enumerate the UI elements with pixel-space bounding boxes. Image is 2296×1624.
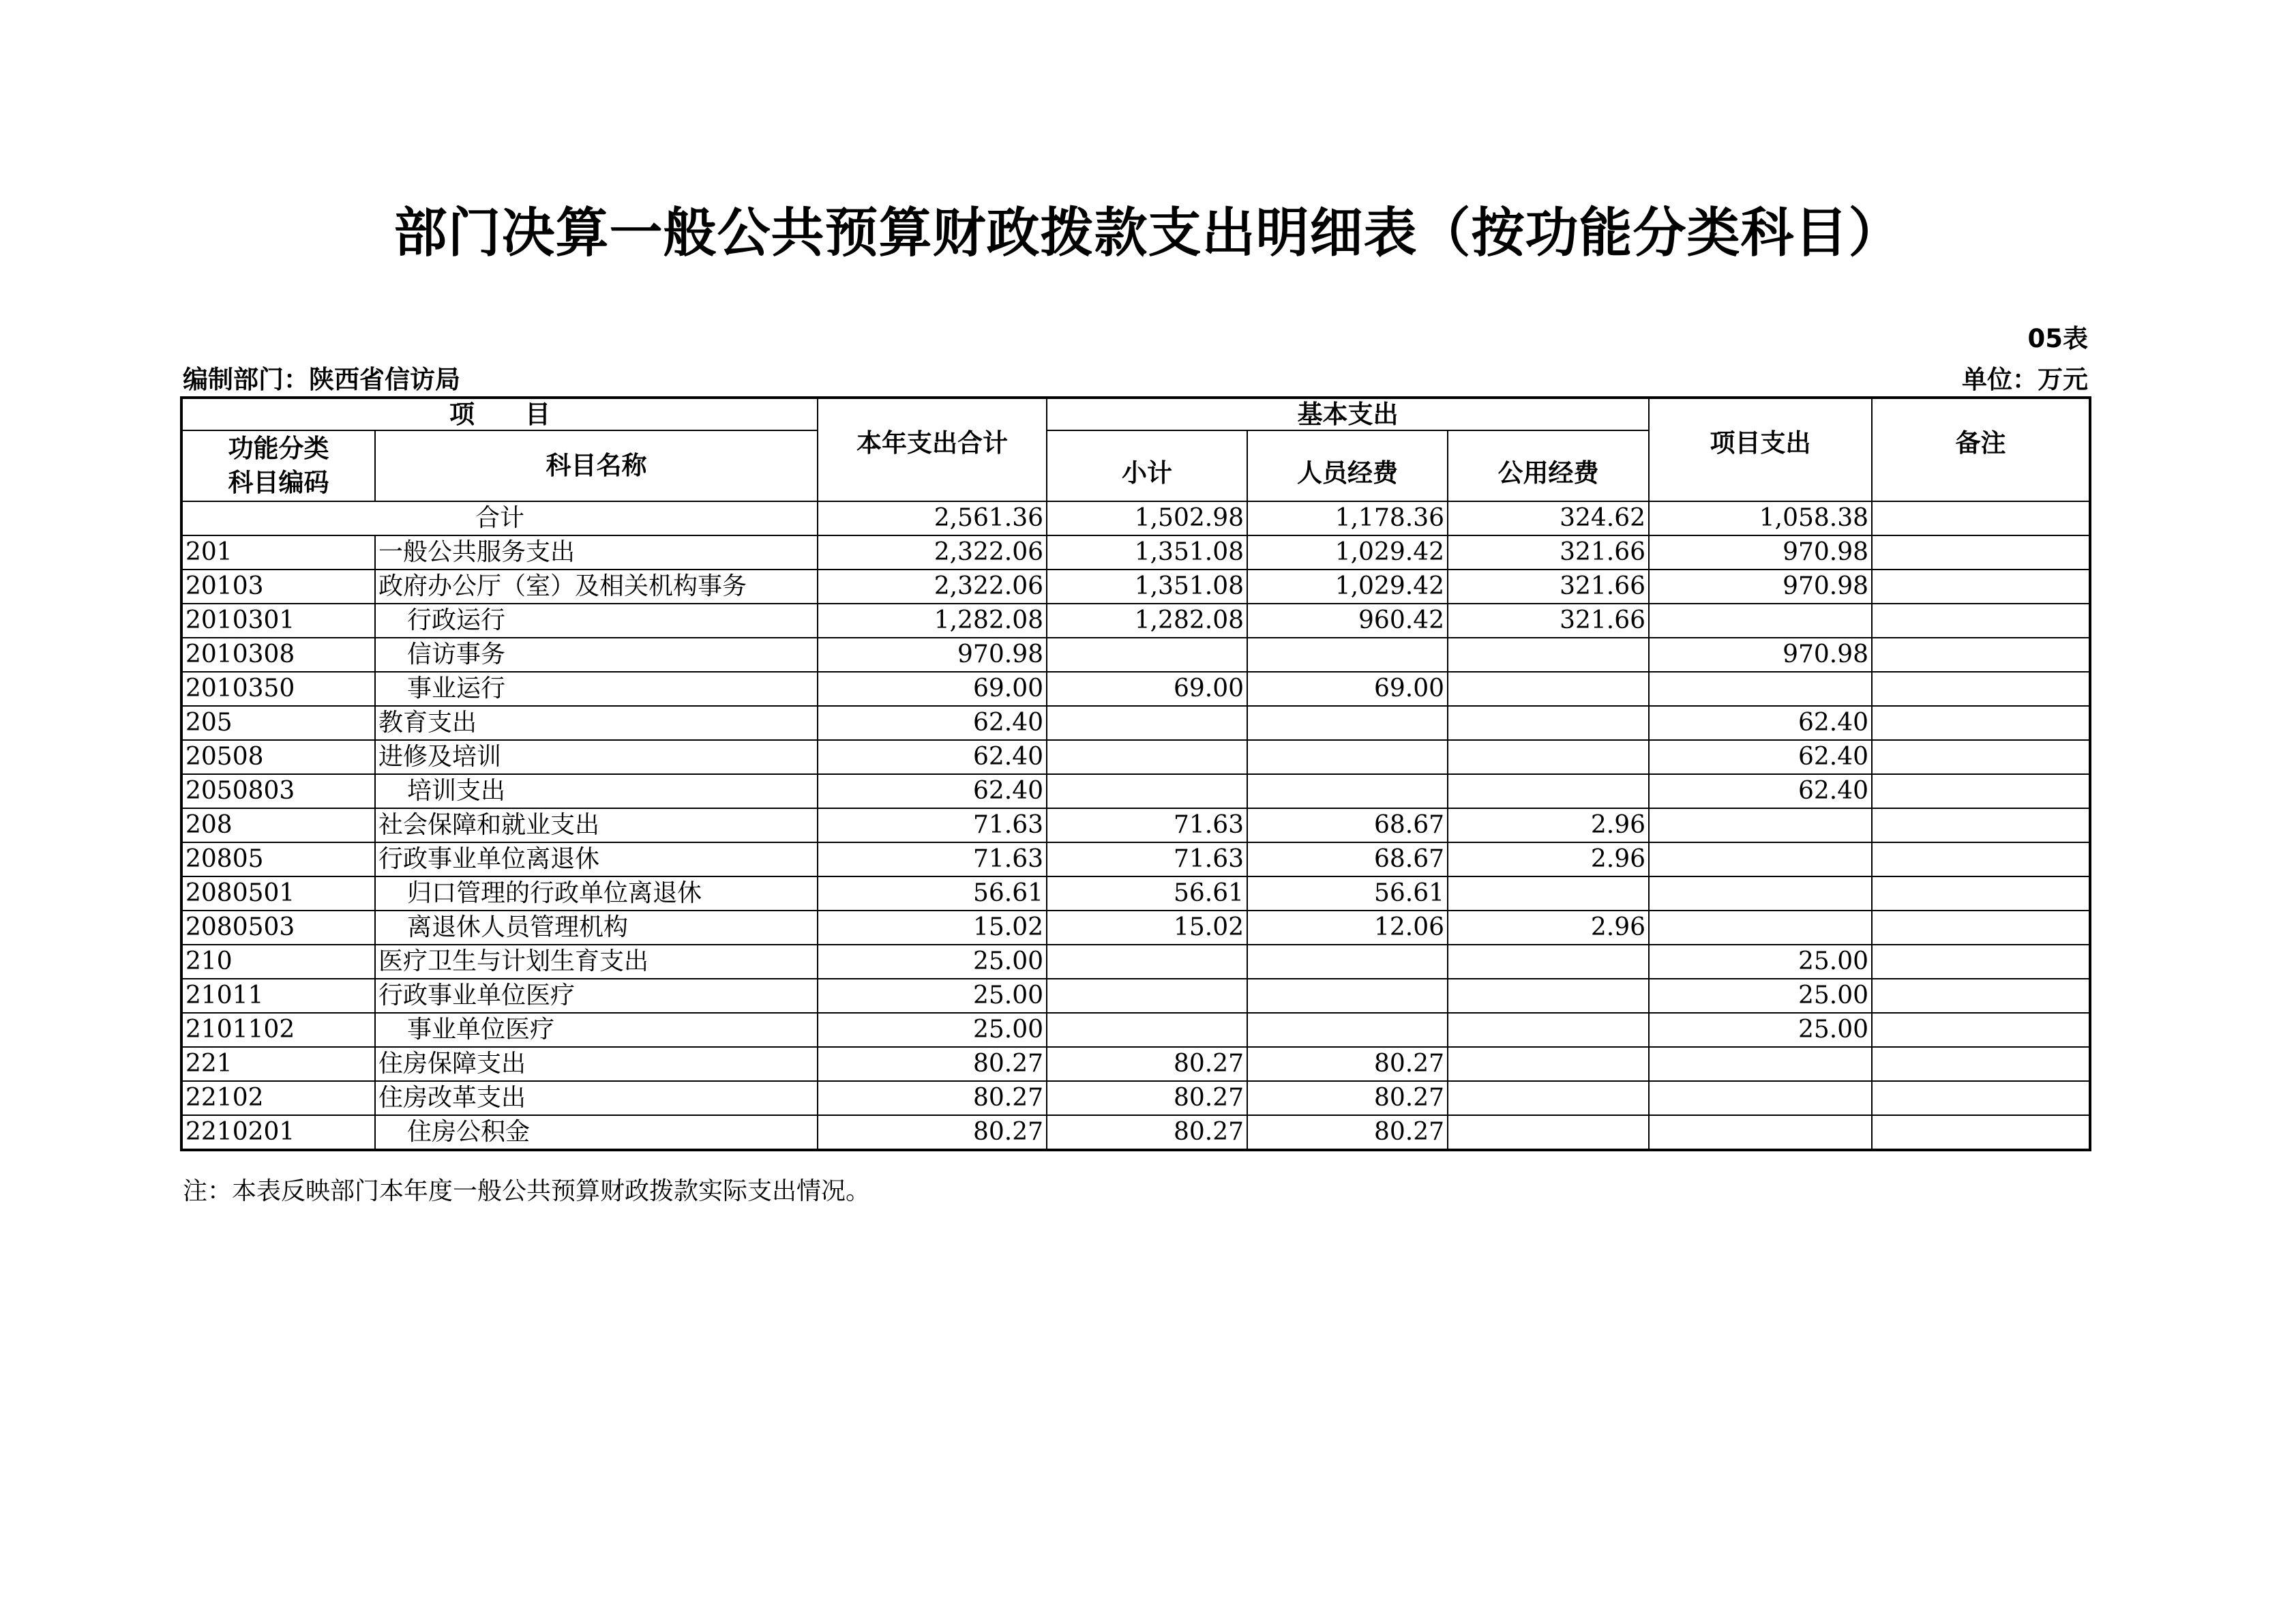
total-cell: 80.27 [818, 1081, 1047, 1115]
name-cell: 信访事务 [375, 638, 818, 672]
subtotal-cell [1047, 638, 1247, 672]
total-cell: 62.40 [818, 774, 1047, 808]
table-row [181, 638, 2090, 672]
code-cell: 2010301 [181, 604, 375, 638]
header-public: 公用经费 [1448, 430, 1649, 501]
code-cell: 20805 [181, 842, 375, 876]
name-cell: 行政事业单位离退休 [375, 842, 818, 876]
project-cell [1649, 808, 1872, 842]
code-cell: 208 [181, 808, 375, 842]
project-cell: 62.40 [1649, 774, 1872, 808]
project-cell [1649, 1047, 1872, 1081]
public-cell: 321.66 [1448, 604, 1649, 638]
personnel-cell: 68.67 [1247, 842, 1448, 876]
project-cell: 970.98 [1649, 638, 1872, 672]
project-cell: 62.40 [1649, 706, 1872, 740]
table-row [181, 740, 2090, 774]
name-cell: 一般公共服务支出 [375, 535, 818, 570]
public-cell: 321.66 [1448, 535, 1649, 570]
header-name: 科目名称 [375, 430, 818, 501]
public-cell [1448, 1081, 1649, 1115]
subtotal-cell [1047, 1013, 1247, 1047]
total-cell: 62.40 [818, 740, 1047, 774]
personnel-cell: 12.06 [1247, 911, 1448, 945]
table-row [181, 535, 2090, 570]
name-cell: 住房公积金 [375, 1115, 818, 1150]
total-cell: 62.40 [818, 706, 1047, 740]
public-cell: 2.96 [1448, 808, 1649, 842]
header-code: 功能分类 科目编码 [181, 430, 375, 501]
remark-cell [1872, 706, 2090, 740]
total-cell: 25.00 [818, 979, 1047, 1013]
department-label: 编制部门：陕西省信访局 [183, 365, 460, 394]
public-cell [1448, 638, 1649, 672]
public-cell: 2.96 [1448, 842, 1649, 876]
remark-cell [1872, 1081, 2090, 1115]
name-cell: 行政事业单位医疗 [375, 979, 818, 1013]
personnel-cell [1247, 706, 1448, 740]
public-cell: 321.66 [1448, 570, 1649, 604]
table-row [181, 706, 2090, 740]
page-title: 部门决算一般公共预算财政拨款支出明细表（按功能分类科目） [393, 203, 1903, 264]
table-row [181, 604, 2090, 638]
table-row [181, 1081, 2090, 1115]
remark-cell [1872, 1047, 2090, 1081]
header-project: 项目支出 [1649, 398, 1872, 501]
public-cell [1448, 1013, 1649, 1047]
subtotal-cell [1047, 774, 1247, 808]
subtotal-cell: 56.61 [1047, 876, 1247, 911]
project-cell [1649, 1081, 1872, 1115]
public-cell: 2.96 [1448, 911, 1649, 945]
project-cell [1649, 842, 1872, 876]
project-cell [1649, 604, 1872, 638]
personnel-cell: 68.67 [1247, 808, 1448, 842]
remark-cell [1872, 842, 2090, 876]
name-cell: 事业运行 [375, 672, 818, 706]
project-cell [1649, 876, 1872, 911]
total-cell: 56.61 [818, 876, 1047, 911]
total-cell: 80.27 [818, 1115, 1047, 1150]
name-cell: 培训支出 [375, 774, 818, 808]
project-cell [1649, 672, 1872, 706]
personnel-cell: 69.00 [1247, 672, 1448, 706]
code-cell: 201 [181, 535, 375, 570]
remark-cell [1872, 638, 2090, 672]
total-cell: 1,282.08 [818, 604, 1047, 638]
project-cell: 1,058.38 [1649, 501, 1872, 535]
subtotal-cell [1047, 706, 1247, 740]
table-row [181, 672, 2090, 706]
remark-cell [1872, 740, 2090, 774]
code-cell: 2010308 [181, 638, 375, 672]
table-row [181, 876, 2090, 911]
table-row [181, 945, 2090, 979]
total-cell: 69.00 [818, 672, 1047, 706]
subtotal-cell: 1,282.08 [1047, 604, 1247, 638]
code-cell: 2010350 [181, 672, 375, 706]
name-cell: 政府办公厅（室）及相关机构事务 [375, 570, 818, 604]
code-cell: 20508 [181, 740, 375, 774]
total-cell: 71.63 [818, 808, 1047, 842]
subtotal-cell: 80.27 [1047, 1081, 1247, 1115]
subtotal-cell [1047, 740, 1247, 774]
public-cell [1448, 979, 1649, 1013]
name-cell: 行政运行 [375, 604, 818, 638]
total-row [181, 501, 2090, 535]
public-cell [1448, 672, 1649, 706]
public-cell [1448, 1047, 1649, 1081]
name-cell: 事业单位医疗 [375, 1013, 818, 1047]
table-row [181, 1013, 2090, 1047]
subtotal-cell: 71.63 [1047, 842, 1247, 876]
remark-cell [1872, 945, 2090, 979]
header-personnel: 人员经费 [1247, 430, 1448, 501]
total-cell: 15.02 [818, 911, 1047, 945]
subtotal-cell: 1,502.98 [1047, 501, 1247, 535]
footnote: 注：本表反映部门本年度一般公共预算财政拨款实际支出情况。 [183, 1177, 871, 1205]
name-cell: 归口管理的行政单位离退休 [375, 876, 818, 911]
remark-cell [1872, 672, 2090, 706]
code-cell: 2080501 [181, 876, 375, 911]
code-cell: 205 [181, 706, 375, 740]
personnel-cell: 80.27 [1247, 1081, 1448, 1115]
code-cell: 21011 [181, 979, 375, 1013]
subtotal-cell: 69.00 [1047, 672, 1247, 706]
header-total: 本年支出合计 [818, 398, 1047, 501]
project-cell: 25.00 [1649, 1013, 1872, 1047]
name-cell: 住房改革支出 [375, 1081, 818, 1115]
total-cell: 970.98 [818, 638, 1047, 672]
code-cell: 2050803 [181, 774, 375, 808]
subtotal-cell: 1,351.08 [1047, 570, 1247, 604]
table-body [181, 501, 2090, 1150]
table-row [181, 808, 2090, 842]
remark-cell [1872, 535, 2090, 570]
table-row [181, 842, 2090, 876]
personnel-cell: 56.61 [1247, 876, 1448, 911]
code-cell: 210 [181, 945, 375, 979]
total-cell: 2,561.36 [818, 501, 1047, 535]
remark-cell [1872, 604, 2090, 638]
personnel-cell: 80.27 [1247, 1115, 1448, 1150]
total-cell: 80.27 [818, 1047, 1047, 1081]
header-item: 项 目 [181, 398, 818, 430]
code-cell: 22102 [181, 1081, 375, 1115]
name-cell: 医疗卫生与计划生育支出 [375, 945, 818, 979]
table-row [181, 774, 2090, 808]
personnel-cell [1247, 774, 1448, 808]
subtotal-cell: 15.02 [1047, 911, 1247, 945]
table-number: 05表 [2027, 324, 2088, 353]
table-row [181, 570, 2090, 604]
personnel-cell: 1,178.36 [1247, 501, 1448, 535]
remark-cell [1872, 1115, 2090, 1150]
project-cell: 970.98 [1649, 570, 1872, 604]
project-cell [1649, 911, 1872, 945]
subtotal-cell [1047, 979, 1247, 1013]
code-cell: 2080503 [181, 911, 375, 945]
table-row [181, 911, 2090, 945]
remark-cell [1872, 501, 2090, 535]
project-cell: 62.40 [1649, 740, 1872, 774]
subtotal-cell [1047, 945, 1247, 979]
personnel-cell [1247, 740, 1448, 774]
total-cell: 25.00 [818, 945, 1047, 979]
project-cell: 25.00 [1649, 979, 1872, 1013]
expenditure-table [180, 396, 2091, 1151]
unit-label: 单位：万元 [1962, 365, 2088, 394]
public-cell [1448, 876, 1649, 911]
total-cell: 71.63 [818, 842, 1047, 876]
remark-cell [1872, 979, 2090, 1013]
personnel-cell [1247, 638, 1448, 672]
personnel-cell: 1,029.42 [1247, 570, 1448, 604]
table-row [181, 979, 2090, 1013]
project-cell: 970.98 [1649, 535, 1872, 570]
code-cell: 221 [181, 1047, 375, 1081]
name-cell: 教育支出 [375, 706, 818, 740]
public-cell [1448, 740, 1649, 774]
public-cell: 324.62 [1448, 501, 1649, 535]
project-cell [1649, 1115, 1872, 1150]
subtotal-cell: 1,351.08 [1047, 535, 1247, 570]
remark-cell [1872, 774, 2090, 808]
name-cell: 住房保障支出 [375, 1047, 818, 1081]
header-remark: 备注 [1872, 398, 2090, 501]
project-cell: 25.00 [1649, 945, 1872, 979]
personnel-cell: 1,029.42 [1247, 535, 1448, 570]
total-label: 合计 [181, 501, 818, 535]
name-cell: 社会保障和就业支出 [375, 808, 818, 842]
total-cell: 25.00 [818, 1013, 1047, 1047]
code-cell: 20103 [181, 570, 375, 604]
remark-cell [1872, 876, 2090, 911]
subtotal-cell: 80.27 [1047, 1047, 1247, 1081]
code-cell: 2210201 [181, 1115, 375, 1150]
personnel-cell [1247, 1013, 1448, 1047]
subtotal-cell: 80.27 [1047, 1115, 1247, 1150]
total-cell: 2,322.06 [818, 570, 1047, 604]
public-cell [1448, 774, 1649, 808]
header-subtotal: 小计 [1047, 430, 1247, 501]
remark-cell [1872, 808, 2090, 842]
name-cell: 离退休人员管理机构 [375, 911, 818, 945]
personnel-cell [1247, 979, 1448, 1013]
total-cell: 2,322.06 [818, 535, 1047, 570]
table-row [181, 1047, 2090, 1081]
public-cell [1448, 945, 1649, 979]
table-row [181, 1115, 2090, 1150]
remark-cell [1872, 1013, 2090, 1047]
public-cell [1448, 1115, 1649, 1150]
personnel-cell: 80.27 [1247, 1047, 1448, 1081]
subtotal-cell: 71.63 [1047, 808, 1247, 842]
header-basic: 基本支出 [1047, 398, 1649, 430]
code-cell: 2101102 [181, 1013, 375, 1047]
name-cell: 进修及培训 [375, 740, 818, 774]
personnel-cell [1247, 945, 1448, 979]
remark-cell [1872, 911, 2090, 945]
public-cell [1448, 706, 1649, 740]
remark-cell [1872, 570, 2090, 604]
personnel-cell: 960.42 [1247, 604, 1448, 638]
